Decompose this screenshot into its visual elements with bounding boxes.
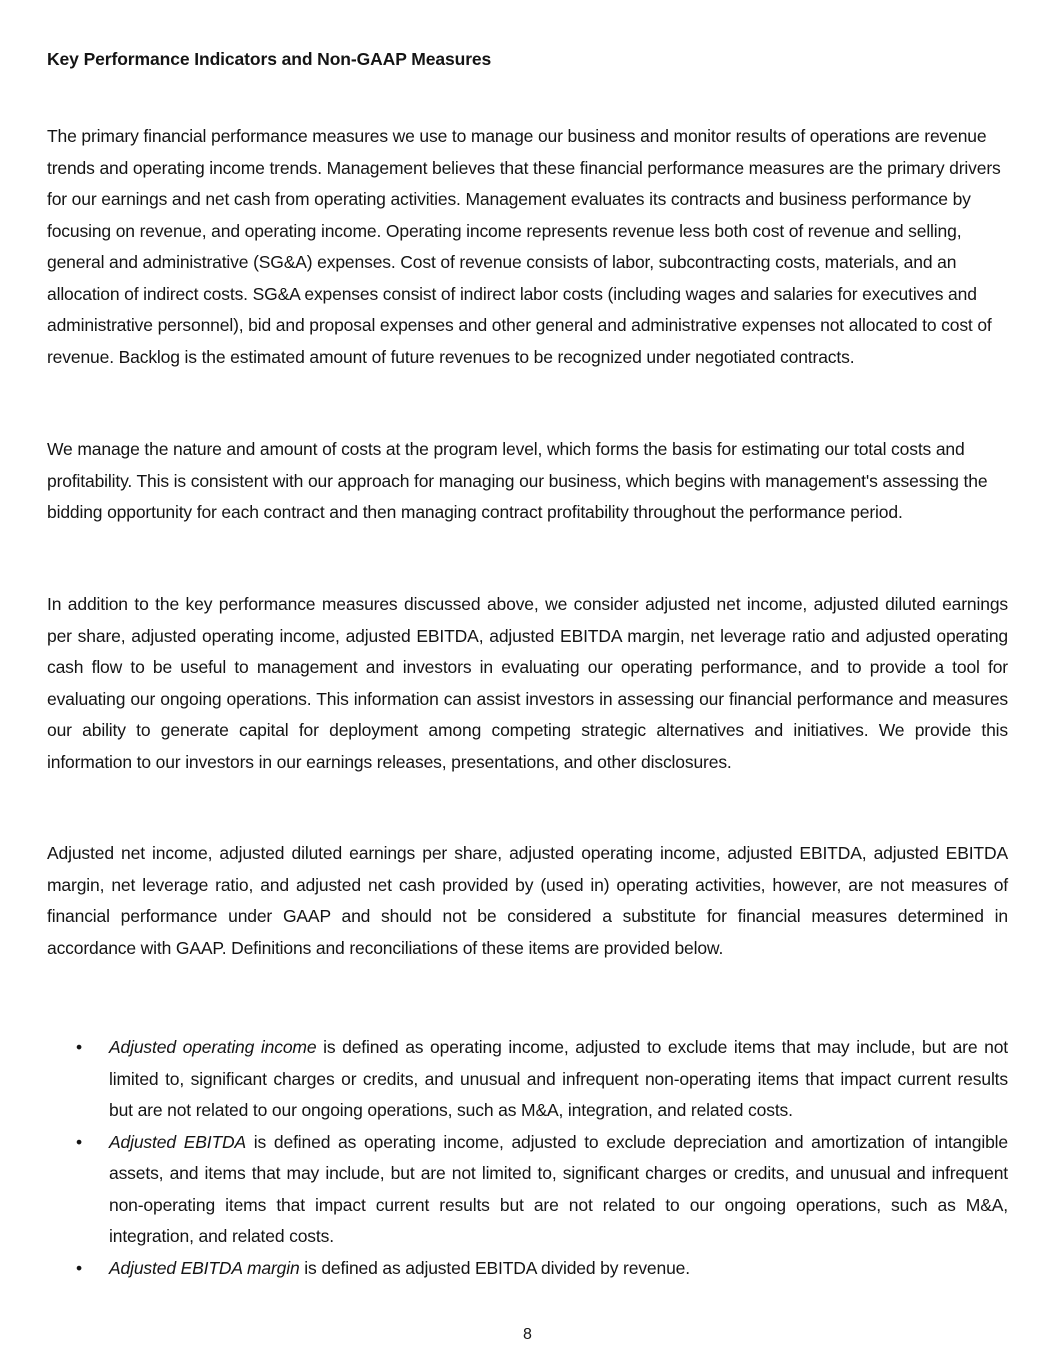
paragraph-performance-measures: The primary financial performance measures we use to manage our business and monitor results of operations are revenue trends and operating income trends. Management believes that these financial performance measures are the primary drivers for our earnings and net cash from operating activities. Management evaluates its contracts and business performance by focusing on revenue, and operating income. Operating income represents revenue less both cost of revenue and selling, general and administrative (SG&A) expenses. Cost of revenue consists of labor, subcontracting costs, materials, and an allocation of indirect costs. SG&A expenses consist of indirect labor costs (including wages and salaries for executives and administrative personnel), bid and proposal expenses and other general and administrative expenses not allocated to cost of revenue. Backlog is the estimated amount of future revenues to be recognized under negotiated contracts. [47,126,1001,367]
defined-term: Adjusted EBITDA [109,1131,246,1152]
page-number: 8 [523,1326,532,1343]
defined-term: Adjusted EBITDA margin [109,1257,300,1278]
list-item-adjusted-operating-income [47,1032,1008,1127]
bullet-marker: • [76,1257,82,1278]
definitions-list [47,1032,1008,1284]
definition-text: is defined as operating income, adjusted to exclude depreciation and amortization of intangible assets, and items that may include, but are not limited to, significant charges or credits, and unusual and infrequent non-operating items that impact current results but are not related to our ongoing operations, such as M&A, integration, and related costs. [109,1131,1008,1246]
section-heading: Key Performance Indicators and Non-GAAP Measures [47,49,492,69]
defined-term: Adjusted operating income [109,1037,317,1057]
bullet-marker: • [76,1037,82,1057]
bullet-marker: • [76,1131,82,1152]
paragraph-non-gaap-disclaimer: Adjusted net income, adjusted diluted earnings per share, adjusted operating income, adjusted EBITDA, adjusted EBITDA margin, net leverage ratio, and adjusted net cash provided by (used in) operating activities, however, are not measures of financial performance under GAAP and should not be considered a substitute for financial measures determined in accordance with GAAP. Definitions and reconciliations of these items are provided below. [47,843,1008,958]
list-item-adjusted-ebitda-margin [47,1253,1008,1285]
list-item-adjusted-ebitda [47,1127,1008,1253]
definition-text: is defined as operating income, adjusted to exclude items that may include, but are not limited to, significant charges or credits, and unusual and infrequent non-operating items that impact current results but are not related to our ongoing operations, such as M&A, integration, and related costs. [109,1037,1008,1120]
paragraph-non-gaap-usefulness: In addition to the key performance measures discussed above, we consider adjusted net income, adjusted diluted earnings per share, adjusted operating income, adjusted EBITDA, adjusted EBITDA margin, net leverage ratio and adjusted operating cash flow to be useful to management and investors in evaluating our operating performance, and to provide a tool for evaluating our ongoing operations. This information can assist investors in assessing our financial performance and measures our ability to generate capital for deployment among competing strategic alternatives and initiatives. We provide this information to our investors in our earnings releases, presentations, and other disclosures. [47,594,1008,772]
paragraph-cost-management: We manage the nature and amount of costs at the program level, which forms the basis for estimating our total costs and profitability. This is consistent with our approach for managing our business, which begins with management's assessing the bidding opportunity for each contract and then managing contract profitability throughout the performance period. [47,439,988,522]
definition-text: is defined as adjusted EBITDA divided by revenue. [299,1257,690,1278]
